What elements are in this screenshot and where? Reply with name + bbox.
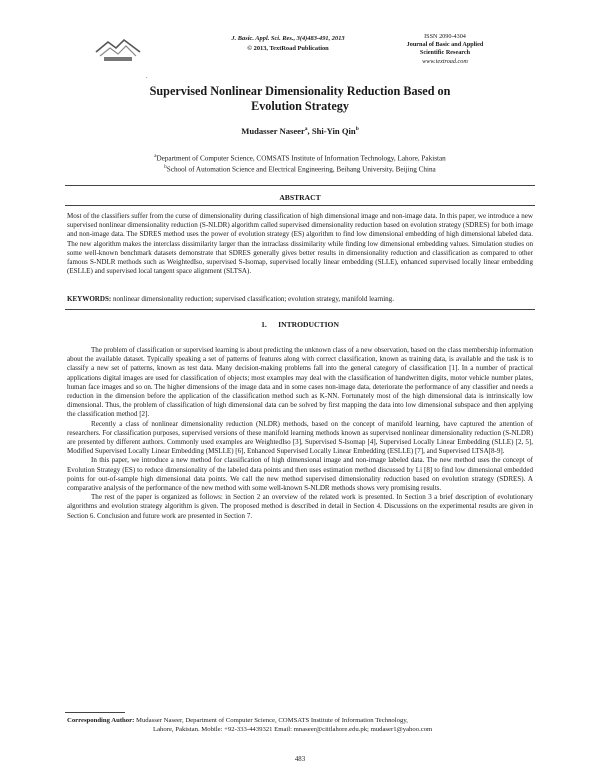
footnote-line-1-text: Mudasser Naseer, Department of Computer Science, COMSATS Institute of Information Technology,	[134, 717, 408, 724]
affiliation-b	[60, 163, 540, 174]
rule-above-introduction	[65, 309, 535, 310]
affiliation-a	[60, 152, 540, 163]
paragraph-3: In this paper, we introduce a new method for classification of high dimensional image and non-image labeled data. The new method uses the concept of Evolution Strategy (ES) to reduce dimensionality of the labeled data points and then uses estimation method discussed by Li [8] to find low dimensional embedded points for out-of-sample high dimensional data points. We call the new method supervised dimensionality reduction based on evolution strategy (SDRES). A comparative analysis of the performance of the new method with some well-known S-NLDR methods shows very promising results.	[67, 456, 533, 493]
journal-logo	[94, 38, 142, 64]
corresponding-author-footnote	[67, 717, 533, 735]
author-2: Shi-Yin Qin	[311, 126, 356, 136]
introduction-heading: 1. INTRODUCTION	[261, 320, 339, 329]
affiliation-b-text: School of Automation Science and Electrical Engineering, Beihang University, Beijing China	[166, 165, 436, 174]
journal-url[interactable]: www.textroad.com	[422, 57, 468, 65]
rule-above-abstract	[65, 185, 535, 186]
keywords-text: nonlinear dimensionality reduction; supervised classification; evolution strategy, manifold learning.	[111, 295, 394, 303]
author-1-marker: a	[304, 126, 308, 133]
author-1: Mudasser Naseer	[241, 126, 305, 136]
journal-reference	[212, 34, 364, 53]
author-separator: ,	[307, 126, 312, 136]
paper-title	[60, 84, 540, 114]
footnote-rule	[65, 712, 125, 713]
citation-line: J. Basic. Appl. Sci. Res., 3(4)483-491, 2013	[231, 35, 345, 42]
copyright-line: © 2013, TextRoad Publication	[247, 44, 329, 52]
page-number: 483	[294, 756, 306, 763]
paragraph-1: The problem of classification or supervised learning is about predicting the unknown class of a new observation, based on the class membership information about the available dataset. Typically speaking a set of patterns of features along with correct classification, known as training data, is available and the task is to classify a new set of patterns, known as test data. Many decision-making problems fall into the general category of classification [1]. In a number of practical applications digital images are used for classification of objects; most examples may deal with the classification of handwritten digits, motor vehicle number plates, human face images and so on. The higher dimensions of the image data and in some cases non-image data, deteriorate the performance of any classifier and needs a reduction in the dimension before the application of the classification method such as K-NN. Fortunately most of the high dimensional data is intrinsically low dimensional. Thus, the problem of classification of high dimensional data can be solved by first mapping the data into low dimensional subspace and then applying the classification method [2].	[67, 346, 533, 419]
rule-below-abstract-heading	[65, 205, 535, 206]
title-line-2: Evolution Strategy	[251, 99, 349, 113]
author-2-marker: b	[355, 126, 359, 133]
introduction-body	[67, 346, 533, 521]
footnote-line-2: Lahore, Pakistan. Mobile: +92-333-4439321 Email: mnaseer@ciitlahore.edu.pk; mudaser1@yahoo.com	[153, 725, 433, 733]
title-line-1: Supervised Nonlinear Dimensionality Reduction Based on	[149, 84, 451, 98]
issn: ISSN 2090-4304	[424, 33, 466, 40]
affiliation-b-marker: b	[164, 165, 167, 171]
footnote-line-1	[67, 717, 533, 726]
author-list	[60, 126, 540, 136]
paragraph-4: The rest of the paper is organized as follows: in Section 2 an overview of the related work is presented. In Section 3 a brief description of evolutionary algorithms and evolution strategy algorithm is given. The proposed method is described in detail in Section 4. Discussions on the experimental results are given in Section 6. Conclusion and future work are presented in Section 7.	[67, 493, 533, 520]
abstract-heading: ABSTRACT	[279, 193, 321, 202]
keywords	[67, 295, 533, 304]
journal-name-line2: Scientific Research	[419, 49, 471, 57]
keywords-label: KEYWORDS:	[67, 295, 112, 303]
paragraph-2: Recently a class of nonlinear dimensionality reduction (NLDR) methods, based on the concept of manifold learning, have captured the attention of researchers. For classification purposes, supervised versions of these manifold learning methods known as supervised nonlinear dimensionality reduction (S-NLDR) are presented by different authors. Commonly used examples are WeightedIso [3], Supervised S-Isomap [4], Supervised Locally Linear Embedding (SLLE) [2, 5], Modified Supervised Locally Linear Embedding (MSLLE) [6], Enhanced Supervised Locally Linear Embedding (ESLLE) [7], and Supervised LTSA[8-9].	[67, 419, 533, 456]
journal-info	[404, 33, 486, 66]
affiliation-a-marker: a	[154, 154, 157, 159]
affiliations	[60, 152, 540, 175]
journal-name-line1: Journal of Basic and Applied	[406, 41, 484, 49]
footnote-label: Corresponding Author:	[67, 717, 135, 724]
affiliation-a-text: Department of Computer Science, COMSATS Institute of Information Technology, Lahore, Pakistan	[156, 154, 446, 163]
stray-dot: .	[146, 74, 148, 80]
abstract-text: Most of the classifiers suffer from the curse of dimensionality during classification of high dimensional image and non-image data. In this paper, we introduce a new supervised nonlinear dimensionality reduction (S-NLDR) algorithm called supervised dimensionality reduction based on evolution strategy (SDRES) for both image and non-image data. The SDRES method uses the power of evolution strategy (ES) algorithm to find low dimensional embedding of high dimensional labeled data. The new algorithm makes the interclass dissimilarity larger than the intraclass dissimilarity while finding low dimensional embedding values. Simulation studies on some well-known benchmark datasets demonstrate that SDRES generally gives better results in dimensionality reduction and classification as compared to other famous S-NDLR methods such as WeightedIso, supervised S-Isomap, supervised locally linear embedding (SLLE), enhanced supervised locally linear embedding (ESLLE) and supervised local tangent space alignment (SLTSA).	[67, 212, 533, 276]
